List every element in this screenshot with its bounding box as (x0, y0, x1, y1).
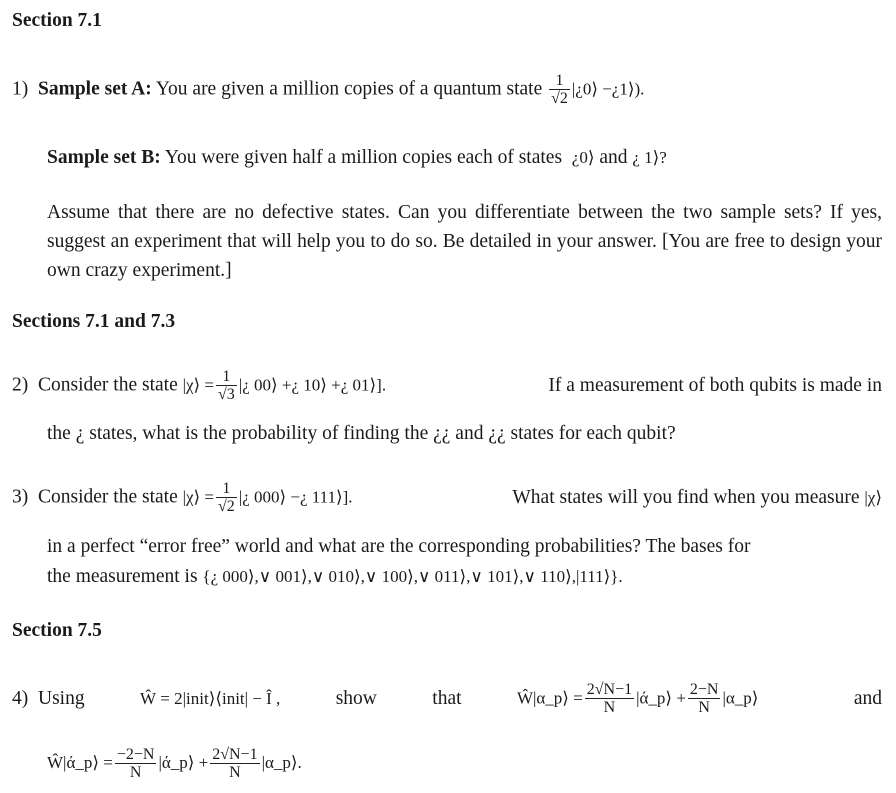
q1-and: and (599, 147, 628, 168)
question-1-number: 1) (12, 78, 29, 100)
question-1-line-a (12, 72, 644, 108)
q4-using: Using (38, 688, 85, 709)
q4-equation-1: Ŵ|α_p⟩ = $\frac{2√N-1}{N}$ |ά_p⟩ + $\frac{2-N}{N}$ |α_p⟩ (516, 681, 759, 716)
sample-set-b-label: Sample set B: (47, 147, 161, 168)
q3-fraction: $\frac{1}{√2}$ (218, 480, 235, 515)
q1-state-one: ¿ 1⟩? (632, 148, 667, 167)
q2-post: If a measurement of both qubits is made in (548, 375, 882, 396)
q1-fraction: $\frac{1}{√2}$ (551, 72, 568, 107)
q4-w-definition: Ŵ = 2|init⟩⟨init| − Î , (140, 689, 281, 708)
q3-state: |¿ 000⟩ −¿ 111⟩]. (238, 487, 353, 507)
q2-chi: |χ⟩ = (182, 375, 215, 395)
q2-fraction: $\frac{1}{√3}$ (218, 368, 235, 403)
q1-state-zero: ¿0⟩ (571, 148, 595, 167)
q4-show: show (335, 688, 377, 709)
q4-and: and (853, 688, 882, 709)
q3-chi: |χ⟩ = (182, 487, 215, 507)
q3-bases: {¿ 000⟩,∨ 001⟩,∨ 010⟩,∨ 100⟩,∨ 011⟩,∨ 101⟩,∨ 110⟩,|111⟩}. (202, 567, 623, 586)
question-3-line-2: in a perfect “error free” world and what are the corresponding probabilities? The bases for (47, 536, 751, 557)
question-2-line-1 (12, 366, 882, 406)
q1-state: |¿0⟩ −¿1⟩). (571, 79, 645, 99)
section-heading-7-1: Section 7.1 (12, 10, 102, 31)
section-heading-7-1-7-3: Sections 7.1 and 7.3 (12, 311, 176, 332)
q3-pre: Consider the state (38, 486, 178, 508)
sample-set-b-text: You were given half a million copies each of states (164, 147, 563, 168)
q3-line3-pre: the measurement is (47, 566, 198, 587)
q3-post: What states will you find when you measure (512, 487, 860, 508)
sample-set-a-text: You are given a million copies of a quantum state (155, 78, 543, 100)
q2-pre: Consider the state (38, 374, 178, 396)
question-3-line-3 (47, 565, 623, 589)
question-1-line-b (47, 146, 667, 170)
question-3-line-1 (12, 478, 882, 518)
q2-state: |¿ 00⟩ +¿ 10⟩ +¿ 01⟩]. (238, 375, 387, 395)
q4-that: that (432, 688, 462, 709)
section-heading-7-5: Section 7.5 (12, 620, 102, 641)
question-4-number: 4) (12, 688, 29, 709)
question-4-line-1 (12, 676, 882, 722)
question-2-line-2: the ¿ states, what is the probability of finding the ¿¿ and ¿¿ states for each qubit? (47, 423, 676, 444)
sample-set-a-label: Sample set A: (38, 78, 152, 100)
question-1-body: Assume that there are no defective states. Can you differentiate between the two sample sets? If yes, suggest an experiment that will help you to do so. Be detailed in your answer. [You are free to design your own crazy experiment.] (47, 202, 882, 281)
question-4-equation-2: Ŵ|ά_p⟩ = $\frac{-2-N}{N}$ |ά_p⟩ + $\frac{2√N-1}{N}$ |α_p⟩. (47, 745, 302, 781)
question-3-number: 3) (12, 486, 29, 508)
q3-chi-end: |χ⟩ (864, 488, 882, 507)
question-2-number: 2) (12, 374, 29, 396)
